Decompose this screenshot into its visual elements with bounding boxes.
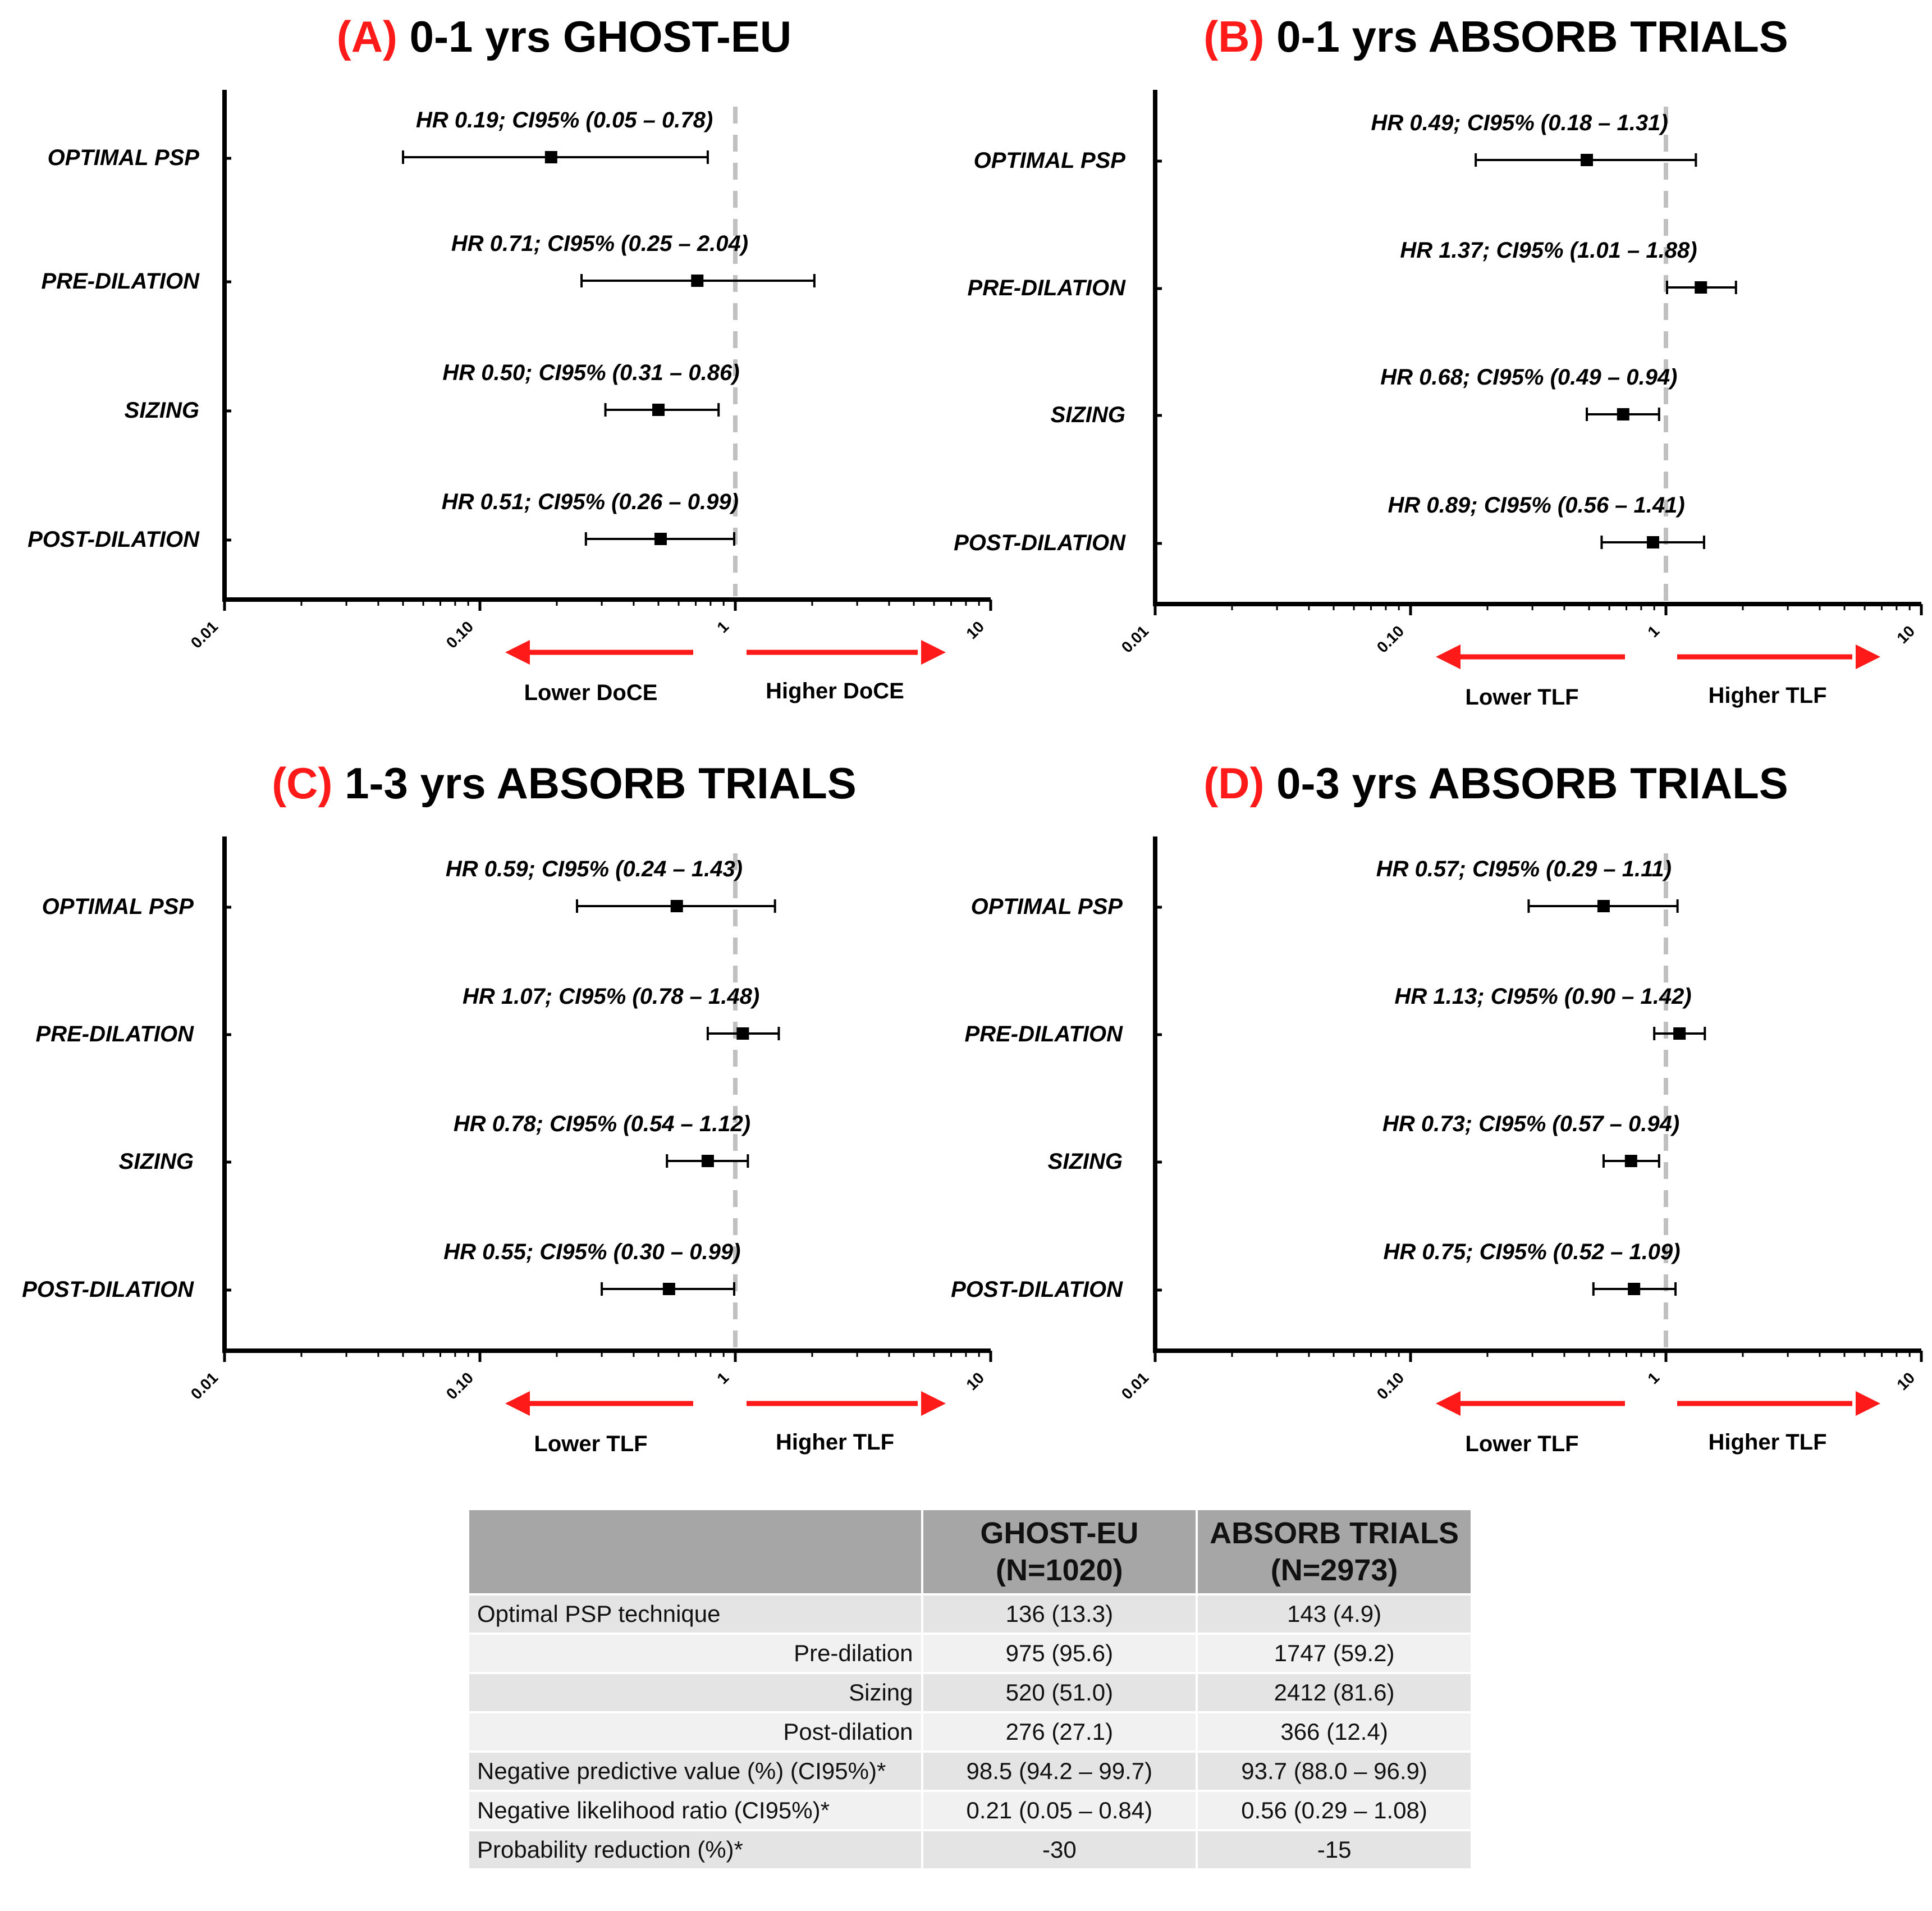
summary-table [467,1508,1473,1871]
panel-title-text: 0-1 yrs ABSORB TRIALS [1264,12,1788,61]
ghost-value: -30 [923,1831,1196,1868]
ghost-value: 136 (13.3) [923,1595,1196,1633]
table-row [469,1713,1471,1750]
direction-label-right: Higher TLF [1708,1430,1827,1455]
absorb-header-line2: (N=2973) [1270,1553,1398,1587]
ghost-value: 98.5 (94.2 – 99.7) [923,1753,1196,1790]
hr-annotation: HR 0.50; CI95% (0.31 – 0.86) [442,360,740,385]
panel-letter: (C) [272,758,333,808]
row-label: SIZING [1050,403,1125,427]
panel-title [1203,758,1788,808]
row-label: POST-DILATION [22,1277,194,1302]
x-tick-label: 0.10 [1373,1369,1408,1403]
ghost-header-line2: (N=1020) [996,1553,1123,1587]
table-header-absorb [1198,1510,1471,1593]
row-label: Optimal PSP technique [469,1595,921,1633]
hr-point [545,151,557,163]
table-header-row [469,1510,1471,1593]
panel-title [337,12,792,61]
hr-point [652,404,665,416]
row-label: SIZING [1047,1149,1123,1174]
arrow-right-head [921,1391,946,1416]
absorb-value: 366 (12.4) [1198,1713,1471,1750]
panel-letter: (A) [336,12,398,61]
hr-point [671,900,683,912]
forest-panel-4 [951,758,1921,1456]
hr-point [1625,1155,1637,1167]
direction-label-right: Higher TLF [775,1430,895,1455]
hr-point [1695,281,1707,294]
x-tick-label: 10 [963,618,988,643]
hr-annotation: HR 0.89; CI95% (0.56 – 1.41) [1388,493,1685,518]
row-label: OPTIMAL PSP [47,145,199,170]
hr-annotation: HR 0.55; CI95% (0.30 – 0.99) [443,1240,741,1264]
row-label: PRE-DILATION [41,269,199,294]
arrow-left-head [1436,644,1461,669]
arrow-right-head [921,640,946,665]
direction-label-right: Higher DoCE [766,679,904,703]
arrow-right-head [1856,644,1880,669]
ghost-value: 276 (27.1) [923,1713,1196,1750]
hr-point [1597,900,1610,912]
row-label: OPTIMAL PSP [970,894,1123,919]
x-tick-label: 10 [1893,1369,1919,1394]
x-tick-label: 0.01 [1118,622,1152,656]
hr-annotation: HR 0.71; CI95% (0.25 – 2.04) [451,231,749,256]
forest-panel-2 [954,12,1921,710]
hr-annotation: HR 1.37; CI95% (1.01 – 1.88) [1400,238,1697,263]
x-tick-label: 1 [1644,622,1663,641]
row-label: PRE-DILATION [967,276,1125,300]
hr-annotation: HR 0.75; CI95% (0.52 – 1.09) [1383,1240,1681,1264]
panel-title [272,758,857,808]
row-label: OPTIMAL PSP [973,148,1125,173]
absorb-value: 143 (4.9) [1198,1595,1471,1633]
x-tick-label: 10 [963,1369,988,1394]
direction-label-right: Higher TLF [1708,683,1827,708]
row-label: POST-DILATION [28,527,199,552]
hr-point [1647,536,1659,548]
direction-label-left: Lower TLF [534,1432,648,1456]
row-label: POST-DILATION [954,531,1125,555]
panel-title-text: 1-3 yrs ABSORB TRIALS [332,758,857,808]
hr-point [702,1155,714,1167]
x-tick-label: 0.01 [1118,1369,1152,1403]
table-row [469,1595,1471,1633]
row-label: POST-DILATION [951,1277,1123,1302]
hr-annotation: HR 0.68; CI95% (0.49 – 0.94) [1380,365,1678,390]
absorb-header-line1: ABSORB TRIALS [1210,1516,1459,1550]
panel-title-text: 0-1 yrs GHOST-EU [397,12,792,61]
absorb-value: 0.56 (0.29 – 1.08) [1198,1792,1471,1829]
row-label: Post-dilation [469,1713,921,1750]
x-tick-label: 1 [713,618,732,637]
forest-panel-3 [22,758,991,1456]
hr-point [1628,1283,1640,1295]
arrow-left-head [505,1391,530,1416]
table-row [469,1792,1471,1829]
direction-label-left: Lower TLF [1465,685,1579,710]
hr-point [1617,408,1629,420]
x-tick-label: 0.01 [187,618,222,652]
row-label: Probability reduction (%)* [469,1831,921,1868]
arrow-right-head [1856,1391,1880,1416]
arrow-left-head [505,640,530,665]
ghost-value: 520 (51.0) [923,1674,1196,1711]
x-tick-label: 0.10 [442,618,477,652]
row-label: Negative likelihood ratio (CI95%)* [469,1792,921,1829]
hr-annotation: HR 0.49; CI95% (0.18 – 1.31) [1371,111,1668,135]
table-header-blank [469,1510,921,1593]
hr-annotation: HR 1.07; CI95% (0.78 – 1.48) [463,984,760,1009]
ghost-value: 975 (95.6) [923,1635,1196,1672]
absorb-value: 93.7 (88.0 – 96.9) [1198,1753,1471,1790]
forest-panel-1 [28,12,991,705]
hr-annotation: HR 0.51; CI95% (0.26 – 0.99) [441,490,739,514]
panel-title [1203,12,1788,61]
row-label: SIZING [118,1149,194,1174]
x-tick-label: 0.10 [1373,622,1408,656]
absorb-value: -15 [1198,1831,1471,1868]
hr-annotation: HR 0.78; CI95% (0.54 – 1.12) [453,1112,751,1136]
row-label: PRE-DILATION [964,1022,1123,1046]
table-row [469,1635,1471,1672]
hr-annotation: HR 1.13; CI95% (0.90 – 1.42) [1394,984,1692,1009]
direction-label-left: Lower DoCE [524,680,658,705]
row-label: Pre-dilation [469,1635,921,1672]
ghost-value: 0.21 (0.05 – 0.84) [923,1792,1196,1829]
x-tick-label: 1 [713,1369,732,1388]
x-tick-label: 0.01 [187,1369,222,1403]
hr-point [1673,1027,1686,1040]
panel-letter: (D) [1203,758,1265,808]
ghost-header-line1: GHOST-EU [980,1516,1139,1550]
hr-annotation: HR 0.59; CI95% (0.24 – 1.43) [445,857,743,881]
row-label: Sizing [469,1674,921,1711]
x-tick-label: 10 [1893,622,1919,647]
x-tick-label: 0.10 [442,1369,477,1403]
table-row [469,1831,1471,1868]
arrow-left-head [1436,1391,1461,1416]
table-row [469,1753,1471,1790]
panel-title-text: 0-3 yrs ABSORB TRIALS [1264,758,1788,808]
table-row [469,1674,1471,1711]
hr-point [1581,154,1593,166]
row-label: SIZING [124,398,199,423]
hr-annotation: HR 0.19; CI95% (0.05 – 0.78) [416,108,713,132]
hr-point [691,275,703,287]
row-label: PRE-DILATION [35,1022,194,1046]
absorb-value: 2412 (81.6) [1198,1674,1471,1711]
hr-point [663,1283,675,1295]
panel-letter: (B) [1203,12,1265,61]
hr-point [654,533,667,545]
hr-point [736,1027,749,1040]
x-tick-label: 1 [1644,1369,1663,1388]
row-label: OPTIMAL PSP [42,894,194,919]
row-label: Negative predictive value (%) (CI95%)* [469,1753,921,1790]
absorb-value: 1747 (59.2) [1198,1635,1471,1672]
table-header-ghost [923,1510,1196,1593]
hr-annotation: HR 0.57; CI95% (0.29 – 1.11) [1376,857,1672,881]
hr-annotation: HR 0.73; CI95% (0.57 – 0.94) [1382,1112,1680,1136]
direction-label-left: Lower TLF [1465,1432,1579,1456]
